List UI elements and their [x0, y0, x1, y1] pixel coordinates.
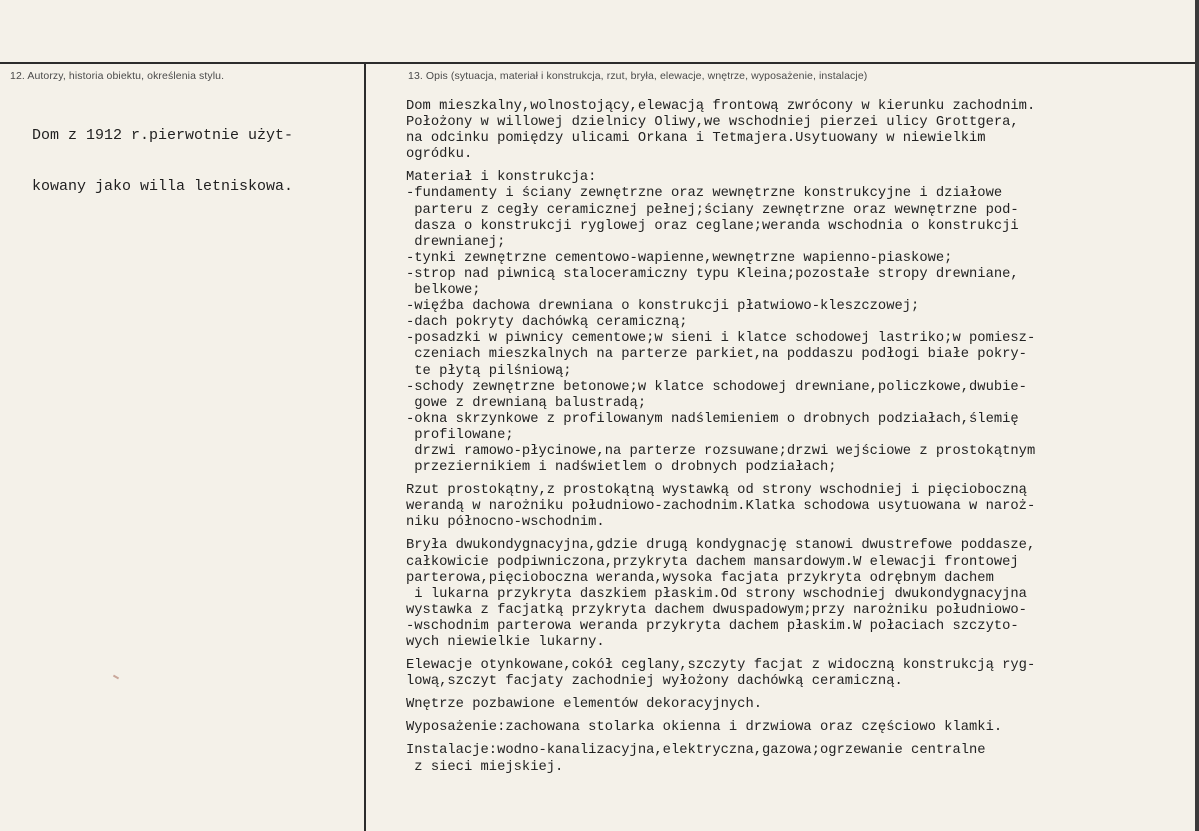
description-line: -posadzki w piwnicy cementowe;w sieni i klatce schodowej lastriko;w pomiesz-: [406, 331, 1036, 347]
description-line: drewnianej;: [406, 234, 506, 250]
header-divider: [0, 62, 1195, 64]
description-line: drzwi ramowo-płycinowe,na parterze rozsuwane;drzwi wejściowe z prostokątnym: [406, 443, 1036, 459]
description-line: -okna skrzynkowe z profilowanym nadślemieniem o drobnych podziałach,ślemię: [406, 411, 1019, 427]
description-line: wystawka z facjatką przykryta dachem dwuspadowym;przy narożniku południowo-: [406, 602, 1027, 618]
description-line: niku północno-wschodnim.: [406, 515, 605, 531]
description-line: ogródku.: [406, 147, 473, 163]
history-line: kowany jako willa letniskowa.: [32, 178, 294, 195]
ink-mark: [113, 675, 119, 680]
description-paragraph: [406, 697, 1186, 713]
description-line: Dom mieszkalny,wolnostojący,elewacją frontową zwrócony w kierunku zachodnim.: [406, 99, 1036, 114]
description-line: Materiał i konstrukcja:: [406, 170, 597, 186]
description-paragraph: [406, 170, 1186, 476]
description-paragraph: [406, 743, 1186, 775]
description-line: parteru z cegły ceramicznej pełnej;ściany zewnętrzne oraz wewnętrzne pod-: [406, 202, 1019, 218]
description-line: lową,szczyt facjaty zachodniej wyłożony dachówką ceramiczną.: [406, 674, 903, 690]
description-line: Położony w willowej dzielnicy Oliwy,we wschodniej pierzei ulicy Grottgera,: [406, 115, 1019, 131]
description-line: gowe z drewnianą balustradą;: [406, 395, 647, 411]
description-line: Rzut prostokątny,z prostokątną wystawką od strony wschodniej i pięcioboczną: [406, 483, 1027, 499]
description-line: -wschodnim parterowa weranda przykryta dachem płaskim.W połaciach szczyto-: [406, 618, 1019, 634]
description-line: z sieci miejskiej.: [406, 759, 564, 775]
description-line: profilowane;: [406, 427, 514, 443]
history-text: [32, 93, 352, 229]
description-line: Wyposażenie:zachowana stolarka okienna i drzwiowa oraz częściowo klamki.: [406, 720, 1003, 736]
description-line: Bryła dwukondygnacyjna,gdzie drugą kondygnację stanowi dwustrefowe poddasze,: [406, 538, 1036, 554]
description-line: belkowe;: [406, 283, 481, 299]
column-12-header: 12. Autorzy, historia obiektu, określenia stylu.: [10, 70, 225, 82]
description-line: -dach pokryty dachówką ceramiczną;: [406, 315, 688, 331]
description-paragraph: [406, 99, 1186, 163]
description-paragraph: [406, 538, 1186, 651]
description-line: czeniach mieszkalnych na parterze parkiet,na poddaszu podłogi białe pokry-: [406, 347, 1027, 363]
description-paragraph: [406, 483, 1186, 531]
description-line: Wnętrze pozbawione elementów dekoracyjnych.: [406, 697, 763, 713]
description-line: przeziernikiem i nadświetlem o drobnych podziałach;: [406, 460, 837, 476]
description-line: -strop nad piwnicą staloceramiczny typu Kleina;pozostałe stropy drewniane,: [406, 266, 1019, 282]
description-line: wych niewielkie lukarny.: [406, 635, 605, 650]
description-paragraph: [406, 658, 1186, 690]
description-paragraph: [406, 720, 1186, 736]
description-line: Instalacje:wodno-kanalizacyjna,elektryczna,gazowa;ogrzewanie centralne: [406, 743, 986, 759]
description-line: -więźba dachowa drewniana o konstrukcji płatwiowo-kleszczowej;: [406, 299, 920, 315]
description-line: -fundamenty i ściany zewnętrzne oraz wewnętrzne konstrukcyjne i działowe: [406, 186, 1003, 202]
description-line: całkowicie podpiwniczona,przykryta dachem mansardowym.W elewacji frontowej: [406, 554, 1019, 570]
description-line: -tynki zewnętrzne cementowo-wapienne,wewnętrzne wapienno-piaskowe;: [406, 250, 953, 266]
description-line: na odcinku pomiędzy ulicami Orkana i Tetmajera.Usytuowany w niewielkim: [406, 131, 986, 147]
description-line: -schody zewnętrzne betonowe;w klatce schodowej drewniane,policzkowe,dwubie-: [406, 379, 1027, 395]
column-divider: [364, 62, 366, 831]
description-line: parterowa,pięcioboczna weranda,wysoka facjata przykryta odrębnym dachem: [406, 570, 994, 586]
card-edge: [1195, 0, 1199, 831]
description-line: i lukarna przykryta daszkiem płaskim.Od strony wschodniej dwukondygnacyjna: [406, 586, 1027, 602]
description-line: Elewacje otynkowane,cokół ceglany,szczyty facjat z widoczną konstrukcją ryg-: [406, 658, 1036, 674]
column-13-header: 13. Opis (sytuacja, materiał i konstrukcja, rzut, bryła, elewacje, wnętrze, wyposażenie, instalacje): [408, 70, 868, 82]
history-line: Dom z 1912 r.pierwotnie użyt-: [32, 127, 294, 144]
description-line: werandą w narożniku południowo-zachodnim.Klatka schodowa usytuowana w naroż-: [406, 499, 1036, 515]
description-text: [406, 99, 1186, 783]
description-line: te płytą pilśniową;: [406, 363, 572, 379]
description-line: dasza o konstrukcji ryglowej oraz ceglane;weranda wschodnia o konstrukcji: [406, 218, 1019, 234]
